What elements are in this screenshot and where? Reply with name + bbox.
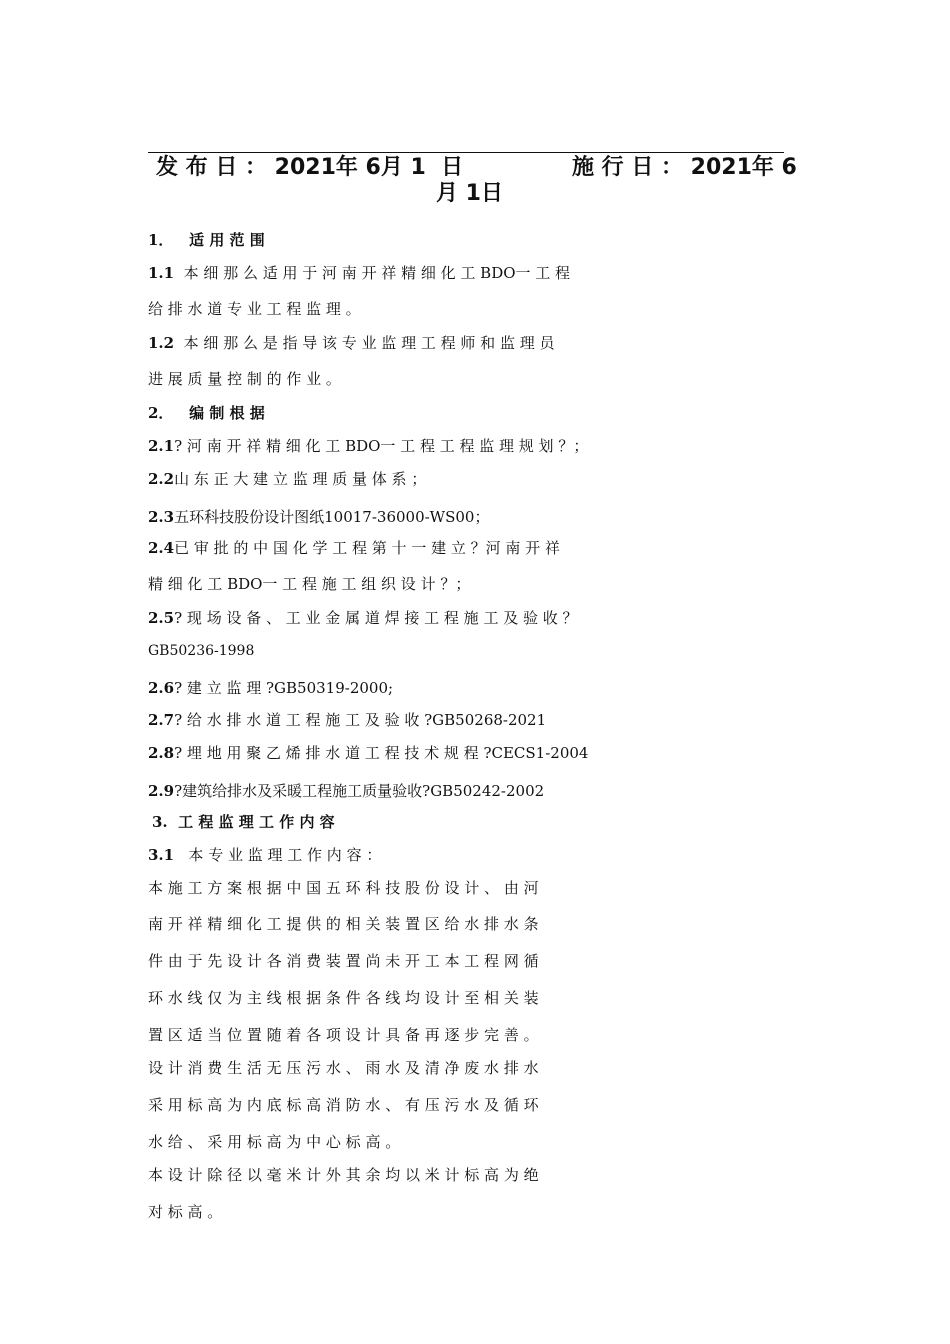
body-line: 对 标 高 。 bbox=[148, 1203, 223, 1221]
section-number: 2． bbox=[148, 404, 174, 422]
item-number: 2.2 bbox=[148, 470, 175, 488]
section-number: 1． bbox=[148, 231, 174, 249]
item-number: 2.8 bbox=[148, 744, 175, 762]
item-text: 五环科技股份设计图纸10017-36000-WS00； bbox=[174, 508, 490, 526]
item-number: 2.9 bbox=[148, 782, 175, 800]
item-text: ?建筑给排水及采暖工程施工质量验收?GB50242-2002 bbox=[174, 782, 545, 800]
item-2-1 bbox=[148, 435, 588, 456]
item-number: 2.6 bbox=[148, 679, 175, 697]
section-2-heading bbox=[148, 402, 265, 423]
item-text: ? 建 立 监 理 ?GB50319-2000; bbox=[174, 679, 394, 697]
section-1-heading bbox=[148, 229, 265, 250]
item-3-1 bbox=[148, 844, 381, 865]
publish-date: 2021年 6月 1 日 bbox=[274, 155, 464, 180]
item-2-2 bbox=[148, 468, 426, 489]
publish-date-line bbox=[156, 150, 463, 181]
body-line: 设 计 消 费 生 活 无 压 污 水 、 雨 水 及 清 净 废 水 排 水 bbox=[148, 1059, 539, 1077]
item-text: ? 给 水 排 水 道 工 程 施 工 及 验 收 ?GB50268-2021 bbox=[174, 711, 547, 729]
item-text: ? 现 场 设 备 、 工 业 金 属 道 焊 接 工 程 施 工 及 验 收 ？ bbox=[174, 609, 578, 627]
body-line: 水 给 、 采 用 标 高 为 中 心 标 高 。 bbox=[148, 1133, 401, 1151]
section-title: 编 制 根 据 bbox=[189, 404, 265, 422]
body-line: 置 区 适 当 位 置 随 着 各 项 设 计 具 备 再 逐 步 完 善 。 bbox=[148, 1026, 539, 1044]
body-line: 件 由 于 先 设 计 各 消 费 装 置 尚 未 开 工 本 工 程 网 循 bbox=[148, 952, 539, 970]
item-2-9 bbox=[148, 780, 544, 801]
publish-label: 发 布 日 ： bbox=[156, 155, 267, 180]
item-text: ? 河 南 开 祥 精 细 化 工 BDO一 工 程 工 程 监 理 规 划 ？； bbox=[174, 437, 589, 455]
effective-label: 施 行 日 ： bbox=[572, 155, 683, 180]
item-number: 1.2 bbox=[148, 334, 175, 352]
item-text: 本 细 那 么 是 指 导 该 专 业 监 理 工 程 师 和 监 理 员 bbox=[183, 334, 555, 352]
body-line: 本 设 计 除 径 以 毫 米 计 外 其 余 均 以 米 计 标 高 为 绝 bbox=[148, 1166, 539, 1184]
effective-date-line bbox=[572, 150, 797, 181]
item-2-5-cont: GB50236-1998 bbox=[148, 643, 255, 659]
item-number: 1.1 bbox=[148, 264, 175, 282]
item-1-2-cont: 进 展 质 量 控 制 的 作 业 。 bbox=[148, 370, 341, 388]
item-text: ? 埋 地 用 聚 乙 烯 排 水 道 工 程 技 术 规 程 ?CECS1-2004 bbox=[174, 744, 589, 762]
section-title: 适 用 范 围 bbox=[189, 231, 265, 249]
item-2-4-cont: 精 细 化 工 BDO一 工 程 施 工 组 织 设 计 ？； bbox=[148, 575, 471, 593]
section-title: 工 程 监 理 工 作 内 容 bbox=[178, 813, 335, 831]
section-3-heading bbox=[152, 811, 335, 832]
item-2-8 bbox=[148, 742, 588, 763]
item-number: 2.7 bbox=[148, 711, 175, 729]
effective-date-cont: 月 1日 bbox=[436, 181, 503, 206]
item-1-1 bbox=[148, 262, 570, 283]
body-line: 南 开 祥 精 细 化 工 提 供 的 相 关 装 置 区 给 水 排 水 条 bbox=[148, 915, 539, 933]
item-text: 本 专 业 监 理 工 作 内 容 ： bbox=[188, 846, 382, 864]
body-line: 本 施 工 方 案 根 据 中 国 五 环 科 技 股 份 设 计 、 由 河 bbox=[148, 879, 539, 897]
item-text: 已 审 批 的 中 国 化 学 工 程 第 十 一 建 立 ？河 南 开 祥 bbox=[174, 539, 560, 557]
item-2-7 bbox=[148, 709, 546, 730]
item-1-1-cont: 给 排 水 道 专 业 工 程 监 理 。 bbox=[148, 300, 361, 318]
effective-date: 2021年 6 bbox=[690, 155, 797, 180]
item-number: 2.5 bbox=[148, 609, 175, 627]
item-2-5 bbox=[148, 607, 578, 628]
item-2-4 bbox=[148, 537, 560, 558]
item-1-2 bbox=[148, 332, 554, 353]
body-line: 采 用 标 高 为 内 底 标 高 消 防 水 、 有 压 污 水 及 循 环 bbox=[148, 1096, 539, 1114]
item-2-6 bbox=[148, 677, 393, 698]
item-number: 2.1 bbox=[148, 437, 175, 455]
section-number: 3. bbox=[152, 813, 168, 831]
item-number: 2.4 bbox=[148, 539, 175, 557]
item-text: 本 细 那 么 适 用 于 河 南 开 祥 精 细 化 工 BDO一 工 程 bbox=[183, 264, 571, 282]
body-line: 环 水 线 仅 为 主 线 根 据 条 件 各 线 均 设 计 至 相 关 装 bbox=[148, 989, 539, 1007]
item-number: 3.1 bbox=[148, 846, 175, 864]
item-2-3 bbox=[148, 506, 489, 527]
item-number: 2.3 bbox=[148, 508, 175, 526]
item-text: 山 东 正 大 建 立 监 理 质 量 体 系 ； bbox=[174, 470, 427, 488]
